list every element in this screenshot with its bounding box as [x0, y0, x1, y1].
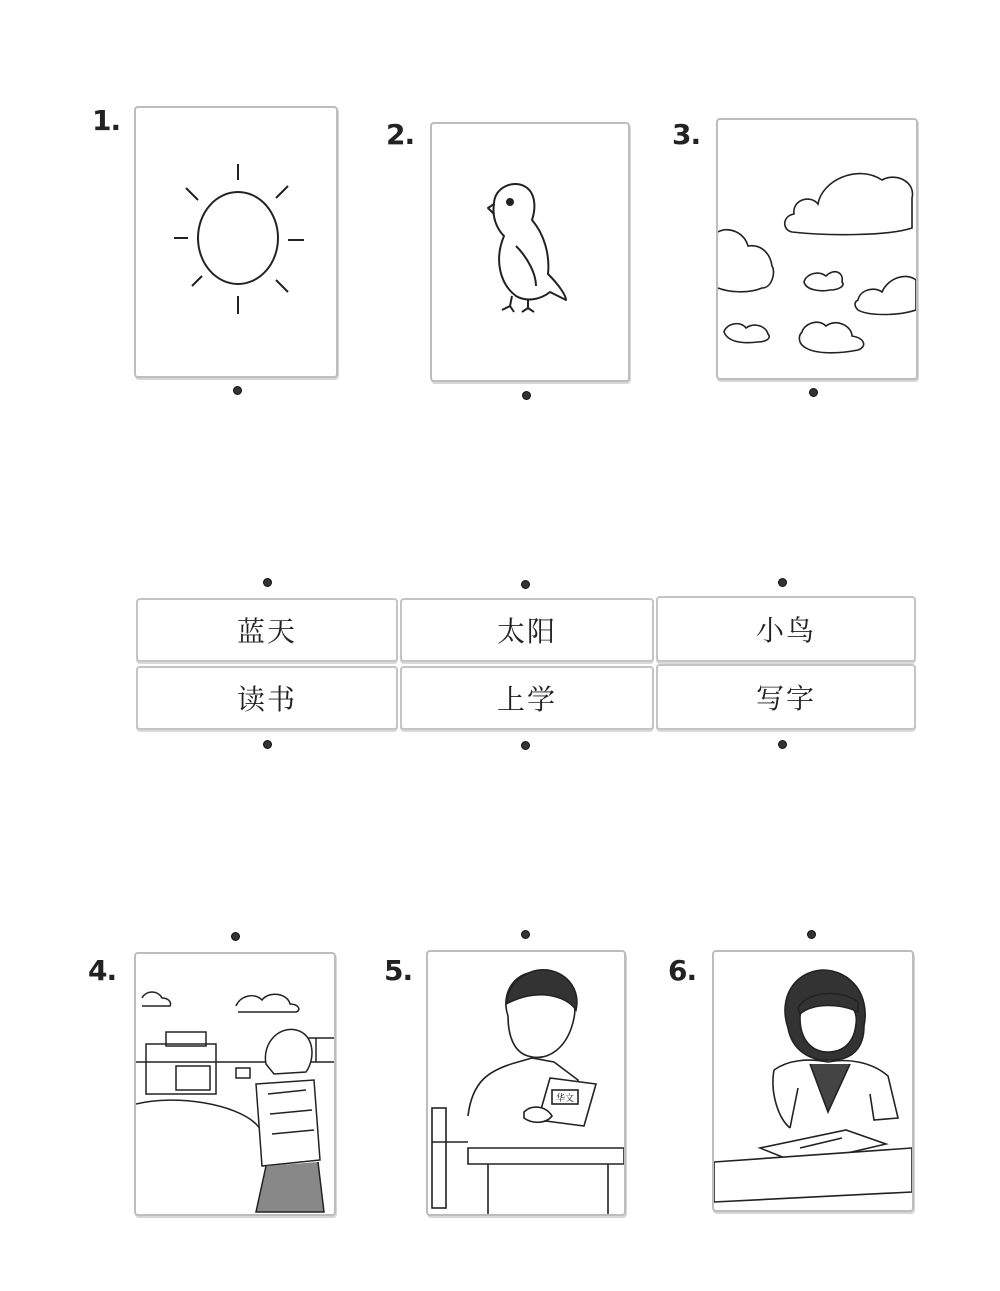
match-dot-picture-5[interactable]: [521, 930, 530, 939]
picture-number-1: 1.: [92, 104, 121, 137]
match-dot-word-2-top[interactable]: [521, 580, 530, 589]
picture-card-3: [716, 118, 918, 380]
word-box-du-shu[interactable]: 读书: [136, 666, 398, 730]
boy-walking-to-school-icon: [136, 954, 334, 1214]
word-box-lan-tian[interactable]: 蓝天: [136, 598, 398, 662]
picture-card-6: [712, 950, 914, 1212]
picture-number-3: 3.: [672, 118, 701, 151]
picture-card-5: [426, 950, 626, 1216]
picture-number-4: 4.: [88, 954, 117, 987]
picture-card-4: [134, 952, 336, 1216]
sun-icon: [136, 108, 336, 376]
match-dot-word-5-bottom[interactable]: [521, 741, 530, 750]
picture-number-5: 5.: [384, 954, 413, 987]
word-box-shang-xue[interactable]: 上学: [400, 666, 654, 730]
word-box-xiao-niao[interactable]: 小鸟: [656, 596, 916, 662]
picture-card-1: [134, 106, 338, 378]
match-dot-picture-1[interactable]: [233, 386, 242, 395]
match-dot-word-3-top[interactable]: [778, 578, 787, 587]
word-box-tai-yang[interactable]: 太阳: [400, 598, 654, 662]
match-dot-picture-6[interactable]: [807, 930, 816, 939]
match-dot-picture-2[interactable]: [522, 391, 531, 400]
picture-number-6: 6.: [668, 954, 697, 987]
match-dot-picture-3[interactable]: [809, 388, 818, 397]
book-cover-text: 华文: [555, 1094, 575, 1104]
word-box-xie-zi[interactable]: 写字: [656, 664, 916, 730]
bird-icon: [432, 124, 628, 380]
clouds-icon: [718, 120, 916, 378]
girl-writing-icon: [714, 952, 912, 1210]
picture-card-2: [430, 122, 630, 382]
match-dot-word-6-bottom[interactable]: [778, 740, 787, 749]
match-dot-picture-4[interactable]: [231, 932, 240, 941]
boy-reading-book-icon: [428, 952, 624, 1214]
match-dot-word-1-top[interactable]: [263, 578, 272, 587]
picture-number-2: 2.: [386, 118, 415, 151]
match-dot-word-4-bottom[interactable]: [263, 740, 272, 749]
